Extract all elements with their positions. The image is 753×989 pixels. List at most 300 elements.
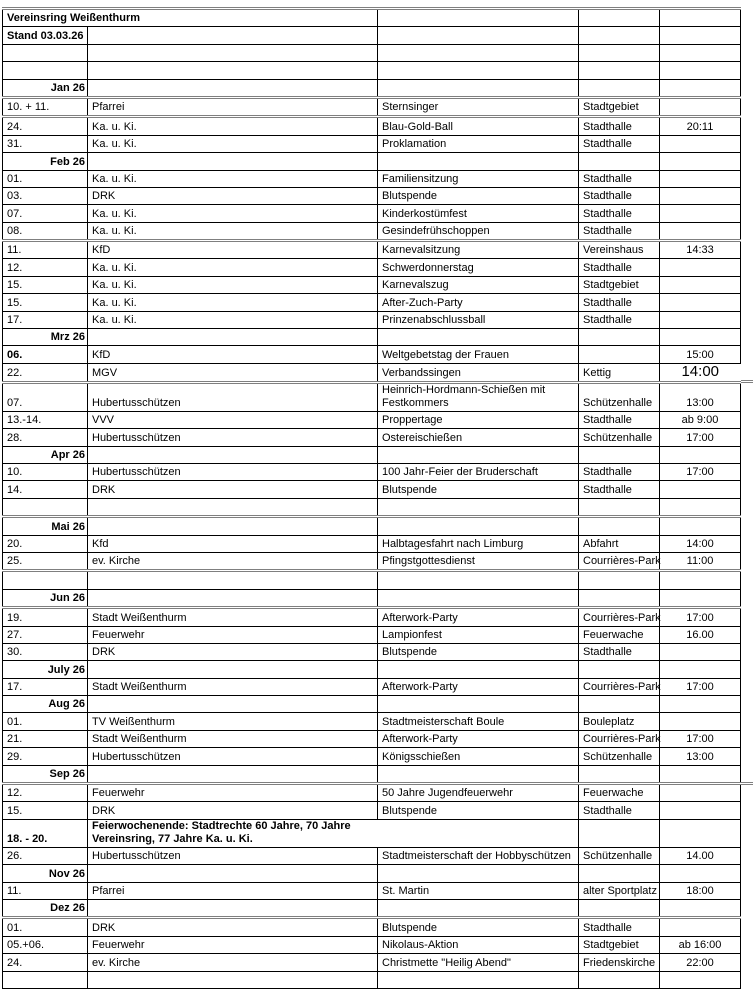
cell-announcement: [88, 819, 579, 847]
cell-date: 14.: [3, 481, 88, 498]
month-header: Feb 26: [3, 153, 88, 170]
cell-location: Friedenskirche: [579, 954, 660, 971]
cell-event: [378, 27, 579, 44]
cell-date: 12.: [3, 259, 88, 276]
event-row: [3, 882, 741, 899]
cell-location: Stadthalle: [579, 311, 660, 328]
cell-time: 17:00: [660, 730, 741, 747]
empty-row: [3, 62, 741, 79]
empty-row: [3, 498, 741, 516]
cell-organizer: DRK: [88, 481, 378, 498]
cell-location: Kettig: [579, 363, 660, 382]
cell-time: 13:00: [660, 748, 741, 765]
cell-date: 10. + 11.: [3, 97, 88, 116]
cell-date: 25.: [3, 552, 88, 570]
cell-event: [378, 9, 579, 27]
cell-date: [3, 62, 88, 79]
cell-event: Heinrich-Hordmann-Schießen mit Festkommers: [378, 382, 579, 411]
cell-time: [660, 765, 741, 783]
cell-organizer: [88, 498, 378, 516]
cell-time: 16.00: [660, 626, 741, 643]
cell-time: 14:00: [681, 362, 720, 380]
event-row: [3, 954, 741, 971]
cell-time: 22:00: [660, 954, 741, 971]
cell-organizer: Ka. u. Ki.: [88, 135, 378, 152]
announcement-text: Feierwochenende: Stadtrechte 60 Jahre, 70 Jahre Vereinsring, 77 Jahre Ka. u. Ki.: [92, 819, 351, 845]
cell-location: [579, 329, 660, 346]
month-header: Dez 26: [3, 899, 88, 917]
cell-time: 17:00: [660, 678, 741, 695]
cell-time: [660, 153, 741, 170]
event-row: [3, 259, 741, 276]
cell-time: [660, 918, 741, 936]
stand-row: [3, 27, 741, 44]
cell-date: 28.: [3, 429, 88, 446]
cell-time: [660, 170, 741, 187]
cell-time: [660, 899, 741, 917]
cell-time: [660, 589, 741, 607]
cell-date: [3, 571, 88, 589]
cell-organizer: Feuerwehr: [88, 784, 378, 802]
cell-time: [660, 696, 741, 713]
cell-date: 27.: [3, 626, 88, 643]
cell-organizer: [88, 446, 378, 463]
cell-location: [579, 971, 660, 988]
month-header: Jan 26: [3, 79, 88, 97]
month-row: [3, 865, 741, 882]
cell-organizer: Ka. u. Ki.: [88, 222, 378, 240]
cell-organizer: Feuerwehr: [88, 626, 378, 643]
event-row: [3, 535, 741, 552]
cell-organizer: Pfarrei: [88, 97, 378, 116]
cell-time: 14:00: [660, 535, 741, 552]
event-row: [3, 117, 741, 135]
vereinsring-events-table: [2, 7, 741, 989]
event-row: [3, 170, 741, 187]
cell-location: Stadthalle: [579, 170, 660, 187]
cell-event: [378, 865, 579, 882]
cell-organizer: Feuerwehr: [88, 936, 378, 953]
month-row: [3, 765, 741, 783]
month-header: Apr 26: [3, 446, 88, 463]
cell-organizer: Ka. u. Ki.: [88, 205, 378, 222]
cell-time: 14:33: [660, 241, 741, 259]
cell-organizer: Ka. u. Ki.: [88, 170, 378, 187]
month-header: Mai 26: [3, 517, 88, 535]
cell-event: Blau-Gold-Ball: [378, 117, 579, 135]
cell-time: [660, 276, 741, 293]
cell-location: [579, 517, 660, 535]
cell-event: Christmette "Heilig Abend": [378, 954, 579, 971]
cell-event: [378, 765, 579, 783]
cell-event: Ostereischießen: [378, 429, 579, 446]
month-row: [3, 589, 741, 607]
cell-organizer: DRK: [88, 918, 378, 936]
cell-date: 24.: [3, 117, 88, 135]
cell-organizer: [88, 517, 378, 535]
cell-time: [660, 187, 741, 204]
cell-location: Stadthalle: [579, 463, 660, 480]
cell-event: [378, 696, 579, 713]
cell-time: [660, 971, 741, 988]
cell-organizer: [88, 971, 378, 988]
cell-date: 01.: [3, 713, 88, 730]
event-row: [3, 713, 741, 730]
cell-date: 15.: [3, 276, 88, 293]
event-row: [3, 382, 741, 411]
events-table-body: [3, 9, 741, 989]
cell-location: Stadthalle: [579, 918, 660, 936]
event-row: [3, 241, 741, 259]
cell-location: Stadthalle: [579, 259, 660, 276]
event-row: [3, 429, 741, 446]
cell-event: Blutspende: [378, 918, 579, 936]
cell-organizer: [88, 765, 378, 783]
cell-time: 17:00: [660, 463, 741, 480]
event-row: [3, 819, 741, 847]
cell-location: Courrières-Park: [579, 552, 660, 570]
cell-organizer: [88, 79, 378, 97]
cell-time: ab 9:00: [660, 411, 741, 428]
cell-location: [579, 571, 660, 589]
cell-organizer: Hubertusschützen: [88, 748, 378, 765]
cell-location: Courrières-Park: [579, 608, 660, 626]
cell-event: [378, 79, 579, 97]
cell-event: Schwerdonnerstag: [378, 259, 579, 276]
event-row: [3, 205, 741, 222]
cell-organizer: Hubertusschützen: [88, 429, 378, 446]
month-header: July 26: [3, 661, 88, 678]
event-row: [3, 363, 741, 382]
cell-organizer: MGV: [88, 363, 378, 382]
cell-organizer: [88, 661, 378, 678]
cell-location: Schützenhalle: [579, 429, 660, 446]
cell-time: 13:00: [660, 382, 741, 411]
event-row: [3, 411, 741, 428]
cell-event: [378, 899, 579, 917]
cell-time: 20:11: [660, 117, 741, 135]
cell-event: Afterwork-Party: [378, 608, 579, 626]
cell-date: 12.: [3, 784, 88, 802]
cell-location: Stadtgebiet: [579, 97, 660, 116]
month-header: Jun 26: [3, 589, 88, 607]
cell-event: [378, 44, 579, 61]
section-rule-extension: [741, 380, 753, 383]
cell-organizer: Hubertusschützen: [88, 463, 378, 480]
cell-event: Blutspende: [378, 187, 579, 204]
cell-date: 03.: [3, 187, 88, 204]
cell-time: [660, 259, 741, 276]
cell-organizer: DRK: [88, 187, 378, 204]
cell-location: Schützenhalle: [579, 382, 660, 411]
cell-date: 05.+06.: [3, 936, 88, 953]
cell-time: [660, 62, 741, 79]
event-row: [3, 678, 741, 695]
cell-location: Bouleplatz: [579, 713, 660, 730]
cell-date: 24.: [3, 954, 88, 971]
cell-date: 10.: [3, 463, 88, 480]
event-row: [3, 918, 741, 936]
month-header: Aug 26: [3, 696, 88, 713]
cell-event: Halbtagesfahrt nach Limburg: [378, 535, 579, 552]
event-row: [3, 187, 741, 204]
event-row: [3, 643, 741, 660]
cell-event: [378, 571, 579, 589]
cell-location: Vereinshaus: [579, 241, 660, 259]
cell-date: 17.: [3, 678, 88, 695]
event-row: [3, 463, 741, 480]
cell-event: [378, 661, 579, 678]
cell-time: [660, 481, 741, 498]
cell-event: Pfingstgottesdienst: [378, 552, 579, 570]
cell-location: [579, 498, 660, 516]
cell-location: Stadthalle: [579, 802, 660, 819]
event-row: [3, 784, 741, 802]
cell-time: [660, 571, 741, 589]
cell-time: [660, 9, 741, 27]
cell-location: [579, 589, 660, 607]
cell-event: Stadtmeisterschaft der Hobbyschützen: [378, 847, 579, 864]
cell-event: Karnevalszug: [378, 276, 579, 293]
cell-organizer: VVV: [88, 411, 378, 428]
cell-time: 14.00: [660, 847, 741, 864]
cell-organizer: KfD: [88, 241, 378, 259]
cell-organizer: DRK: [88, 802, 378, 819]
cell-location: [579, 446, 660, 463]
cell-date: 06.: [3, 346, 88, 363]
cell-organizer: KfD: [88, 346, 378, 363]
cell-time: 11:00: [660, 552, 741, 570]
cell-organizer: DRK: [88, 643, 378, 660]
cell-time: [660, 446, 741, 463]
cell-time: [660, 79, 741, 97]
month-row: [3, 446, 741, 463]
cell-time: [660, 135, 741, 152]
event-row: [3, 346, 741, 363]
cell-location: Feuerwache: [579, 626, 660, 643]
cell-event: 100 Jahr-Feier der Bruderschaft: [378, 463, 579, 480]
cell-location: Stadthalle: [579, 294, 660, 311]
cell-organizer: [88, 153, 378, 170]
cell-event: Kinderkostümfest: [378, 205, 579, 222]
event-row: [3, 135, 741, 152]
cell-organizer: [88, 27, 378, 44]
empty-row: [3, 971, 741, 988]
page-title: Vereinsring Weißenthurm: [3, 9, 378, 27]
cell-time: [660, 97, 741, 116]
month-row: [3, 661, 741, 678]
event-row: [3, 847, 741, 864]
cell-time: [660, 222, 741, 240]
cell-location: [579, 44, 660, 61]
cell-event: [378, 62, 579, 79]
cell-location: [579, 9, 660, 27]
cell-time: [660, 329, 741, 346]
cell-time: [660, 713, 741, 730]
cell-organizer: [88, 44, 378, 61]
event-row: [3, 481, 741, 498]
cell-organizer: TV Weißenthurm: [88, 713, 378, 730]
cell-time: [660, 498, 741, 516]
cell-date: 11.: [3, 241, 88, 259]
cell-time: [660, 819, 741, 847]
cell-location: [579, 346, 660, 363]
empty-row: [3, 571, 741, 589]
cell-event: [378, 517, 579, 535]
cell-time: [660, 311, 741, 328]
cell-organizer: Ka. u. Ki.: [88, 276, 378, 293]
cell-event: St. Martin: [378, 882, 579, 899]
cell-event: [378, 446, 579, 463]
cell-date: 11.: [3, 882, 88, 899]
cell-location: Stadtgebiet: [579, 936, 660, 953]
cell-location: [579, 153, 660, 170]
cell-event: Nikolaus-Aktion: [378, 936, 579, 953]
cell-location: Stadthalle: [579, 135, 660, 152]
cell-organizer: Pfarrei: [88, 882, 378, 899]
month-header: Nov 26: [3, 865, 88, 882]
cell-date: [3, 498, 88, 516]
cell-organizer: Stadt Weißenthurm: [88, 730, 378, 747]
cell-date: 22.: [3, 363, 88, 382]
cell-organizer: Ka. u. Ki.: [88, 294, 378, 311]
cell-date: 29.: [3, 748, 88, 765]
cell-event: Proppertage: [378, 411, 579, 428]
cell-event: After-Zuch-Party: [378, 294, 579, 311]
month-row: [3, 329, 741, 346]
month-header: Sep 26: [3, 765, 88, 783]
stand-date: Stand 03.03.26: [3, 27, 88, 44]
cell-event: [378, 971, 579, 988]
event-row: [3, 626, 741, 643]
cell-date: 19.: [3, 608, 88, 626]
cell-location: [579, 696, 660, 713]
cell-date: 13.-14.: [3, 411, 88, 428]
event-row: [3, 294, 741, 311]
cell-date: 15.: [3, 802, 88, 819]
cell-location: Stadtgebiet: [579, 276, 660, 293]
cell-date: 21.: [3, 730, 88, 747]
cell-organizer: Ka. u. Ki.: [88, 259, 378, 276]
cell-location: Schützenhalle: [579, 748, 660, 765]
cell-event: [378, 498, 579, 516]
cell-location: [579, 819, 660, 847]
cell-organizer: [88, 571, 378, 589]
event-row: [3, 730, 741, 747]
cell-location: [579, 899, 660, 917]
cell-organizer: Kfd: [88, 535, 378, 552]
cell-organizer: ev. Kirche: [88, 552, 378, 570]
cell-event: Weltgebetstag der Frauen: [378, 346, 579, 363]
cell-organizer: [88, 589, 378, 607]
event-row: [3, 802, 741, 819]
cell-date: 17.: [3, 311, 88, 328]
cell-time: [660, 865, 741, 882]
event-row: [3, 552, 741, 570]
event-row: [3, 311, 741, 328]
cell-time: [660, 27, 741, 44]
cell-location: Abfahrt: [579, 535, 660, 552]
cell-time: [660, 294, 741, 311]
cell-location: Schützenhalle: [579, 847, 660, 864]
cell-time: [660, 802, 741, 819]
cell-event: [378, 329, 579, 346]
cell-event: Lampionfest: [378, 626, 579, 643]
cell-organizer: Ka. u. Ki.: [88, 311, 378, 328]
cell-event: [378, 589, 579, 607]
cell-location: [579, 765, 660, 783]
cell-organizer: [88, 899, 378, 917]
cell-location: Stadthalle: [579, 187, 660, 204]
cell-organizer: [88, 329, 378, 346]
cell-event: Blutspende: [378, 643, 579, 660]
cell-organizer: Hubertusschützen: [88, 847, 378, 864]
cell-time: [660, 44, 741, 61]
cell-organizer: Ka. u. Ki.: [88, 117, 378, 135]
empty-row: [3, 44, 741, 61]
cell-date: 01.: [3, 918, 88, 936]
cell-event: Verbandssingen: [378, 363, 579, 382]
cell-time: ab 16:00: [660, 936, 741, 953]
month-row: [3, 696, 741, 713]
cell-event: Afterwork-Party: [378, 678, 579, 695]
event-row: [3, 608, 741, 626]
cell-event: Familiensitzung: [378, 170, 579, 187]
cell-date: 08.: [3, 222, 88, 240]
cell-organizer: Stadt Weißenthurm: [88, 678, 378, 695]
cell-time: 17:00: [660, 429, 741, 446]
cell-event: Blutspende: [378, 802, 579, 819]
cell-location: alter Sportplatz: [579, 882, 660, 899]
month-row: [3, 79, 741, 97]
cell-time: [660, 784, 741, 802]
cell-time: 18:00: [660, 882, 741, 899]
section-rule-extension: [741, 782, 753, 785]
month-row: [3, 899, 741, 917]
cell-date: 30.: [3, 643, 88, 660]
cell-date: 18. - 20.: [3, 819, 88, 847]
cell-location: [579, 27, 660, 44]
cell-time: [660, 661, 741, 678]
cell-organizer: [88, 62, 378, 79]
cell-location: Stadthalle: [579, 117, 660, 135]
cell-location: [579, 79, 660, 97]
cell-event: [378, 153, 579, 170]
cell-date: 01.: [3, 170, 88, 187]
cell-location: Stadthalle: [579, 205, 660, 222]
cell-event: Gesindefrühschoppen: [378, 222, 579, 240]
cell-time: [660, 205, 741, 222]
event-row: [3, 276, 741, 293]
cell-date: [3, 971, 88, 988]
cell-organizer: [88, 696, 378, 713]
month-header: Mrz 26: [3, 329, 88, 346]
cell-date: 07.: [3, 382, 88, 411]
cell-organizer: [88, 865, 378, 882]
cell-location: Courrières-Park: [579, 678, 660, 695]
cell-organizer: Hubertusschützen: [88, 382, 378, 411]
month-row: [3, 517, 741, 535]
cell-location: [579, 661, 660, 678]
cell-location: Stadthalle: [579, 481, 660, 498]
cell-event: Proklamation: [378, 135, 579, 152]
cell-location: Feuerwache: [579, 784, 660, 802]
cell-date: 26.: [3, 847, 88, 864]
cell-organizer: Stadt Weißenthurm: [88, 608, 378, 626]
cell-location: Courrières-Park: [579, 730, 660, 747]
cell-event: Königsschießen: [378, 748, 579, 765]
cell-date: [3, 44, 88, 61]
